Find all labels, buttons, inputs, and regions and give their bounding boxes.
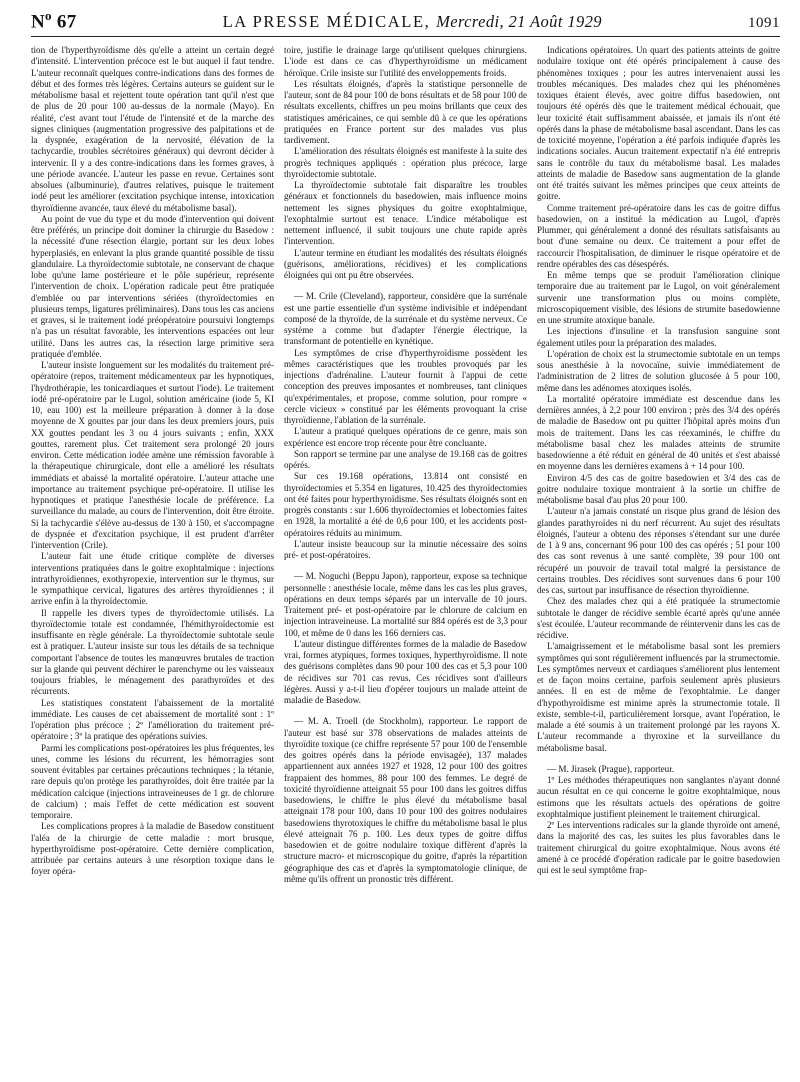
paragraph: L'opération de choix est la strumectomie subtotale en un temps sous anesthésie à la novocaïne, suivie immédiatement de l'administration de 2 litres de solution glucosée à 5 pour 100, même dans les adénomes atoxiques isolés. bbox=[537, 348, 780, 393]
report-paragraph-troell: — M. A. Troell (de Stockholm), rapporteur. Le rapport de l'auteur est basé sur 378 observations de malades atteints de thyroïdite toxique (ce chiffre représente 57 pour 100 de l'ensemble des goitres opérés dans la période envisagée), 137 malades appartiennent aux années 1927 et 1928, 12 pour 100 des goitres frappaient des hommes, 88 pour 100 des femmes. Le degré de toxicité thyroïdienne atteignait 55 pour 100 dans les goitres diffus basedowiens, le chiffre le plus élevé du métabolisme basal atteignait 178 pour 100, dans 10 pour 100 des goitres nodulaires basedowiens thyrotoxiques le chiffre du métabolisme basal le plus élevé atteignait 76 p. 100. Les deux types de goitre diffus basedowien et de goitre nodulaire toxique diffèrent d'après la structure macro- et microscopique du goitre, d'après la répartition géographique des cas et d'après la symptomatologie clinique, de même qu'ils offrent un pronostic très différent. bbox=[284, 716, 527, 884]
paragraph: L'auteur termine en étudiant les modalités des résultats éloignés (guérisons, améliorations, récidives) et les complications éloignées qui ont pu être observées. bbox=[284, 247, 527, 280]
issue-number: $N^o$ 67 bbox=[31, 8, 77, 33]
paragraph: tion de l'hyperthyroïdisme dès qu'elle a atteint un certain degré d'intensité. L'intervention précoce est le but auquel il faut tendre. L'auteur reconnaît quelques contre-indications dans des formes de début et des formes très légères. Certains auteurs se guident sur le métabolisme basal et rejettent toute opération tant qu'il n'est que de plus de 20 pour 100 au-dessus de la normale (Mayo). En réalité, c'est avant tout l'étude de l'intensité et de la marche des signes cliniques (augmentation progressive des palpitations et de la dyspnée, exagération de la nervosité, élévation de la tachycardie, troubles sécrétoires généraux) qui devront décider à intervenir. Il y a des contre-indications dans les formes graves, à une période avancée. L'auteur les passe en revue. Certaines sont absolues (albuminurie), d'autres relatives, puisque le traitement iodé peut les améliorer (excitation psychique intense, intoxication thyroïdienne avancée, taux élevé du métabolisme basal). bbox=[31, 45, 274, 213]
paragraph: Les injections d'insuline et la transfusion sanguine sont également utiles pour la préparation des malades. bbox=[537, 326, 780, 348]
paragraph: Comme traitement pré-opératoire dans les cas de goitre diffus basedowien, on a institué la médication au Lugol, d'après Plummer, qui généralement a donné des résultats satisfaisants au bout d'une semaine ou deux. Ce traitement a pour effet de raccourcir l'hospitalisation, de diminuer le risque opératoire et de rendre opérables des cas désespérés. bbox=[537, 202, 780, 269]
paragraph: Les complications propres à la maladie de Basedow constituent l'aléa de la chirurgie de cette maladie : mort brusque, hyperthyroïdisme post-opératoire. Cette dernière complication, attribuée par certains auteurs à une résorption toxique dans le foyer opéra- bbox=[31, 821, 274, 877]
paragraph: L'auteur distingue différentes formes de la maladie de Basedow vrai, formes atypiques, formes toxiques, hyperthyroïdisme. Il note des guérisons complètes dans 90 pour 100 des cas et 5,3 pour 100 de récidives sur 701 cas revus. Ces récidives sont d'ailleurs légères. Aussi y a-t-il lieu d'opérer toujours un malade atteint de maladie de Basedow. bbox=[284, 638, 527, 705]
paragraph: Son rapport se termine par une analyse de 19.168 cas de goitres opérés. bbox=[284, 448, 527, 470]
paragraph: 2º Les interventions radicales sur la glande thyroïde ont amené, dans la majorité des cas, les suites les plus favorables dans le traitement chirurgical du goitre exophtalmique. Nous avons été amené à ce procédé d'opération radicale par le goitre basedowien qui est le seul symptôme frap- bbox=[537, 820, 780, 875]
paragraph: L'auteur a pratiqué quelques opérations de ce genre, mais son expérience est encore trop récente pour être concluante. bbox=[284, 426, 527, 448]
paragraph: Sur ces 19.168 opérations, 13.814 ont consisté en thyroïdectomies et 5.354 en ligatures, 10.425 des thyroïdectomies ont été faites pour hyperthyroïdisme. Ses résultats éloignés sont en progrès constants : sur 1.606 thyroïdectomies et lobectomies faites en 1928, la mortalité a été de 0,6 pour 100, et les accidents post-opératoires réduits au minimum. bbox=[284, 471, 527, 538]
paragraph: 1º Les méthodes thérapeutiques non sanglantes n'ayant donné aucun résultat en ce qui concerne le goitre exophtalmique, nous estimons que les résultats actuels des opérations de goitre exophtalmique justifient pleinement le traitement chirurgical. bbox=[537, 775, 780, 819]
paragraph: Environ 4/5 des cas de goitre basedowien et 3/4 des cas de goitre nodulaire toxique montraient à la sortie un chiffre de métabolisme basal d'au plus 20 pour 100. bbox=[537, 472, 780, 505]
paragraph: L'amaigrissement et le métabolisme basal sont les premiers symptômes qui sont régulièrement influencés par la strumectomie. Les symptômes nerveux et cardiaques s'améliorent plus lentement et de façon moins certaine, parfois seulement après plusieurs années. Il en est de même de l'exophtalmie. Le danger d'hypothyroïdisme est minime après la strumectomie totale. Il existe, semble-t-il, particulièrement lorsque, avant l'opération, le malade a été soumis à un traitement prolongé par les rayons X. L'auteur recommande a thyroxine et la surveillance du métabolisme basal. bbox=[537, 641, 780, 753]
middle-column bbox=[284, 45, 527, 1078]
page-number: 1091 bbox=[747, 15, 780, 32]
paragraph: L'amélioration des résultats éloignés est manifeste à la suite des progrès techniques appliqués : opération plus précoce, large thyroïdectomie subtotale. bbox=[284, 146, 527, 179]
text-columns bbox=[31, 45, 780, 1078]
paragraph: La mortalité opératoire immédiate est descendue dans les dernières années, à 2,2 pour 100 environ ; près des 3/4 des opérés de maladie de Basedow ont pu quitter l'hôpital après moins d'un mois de traitement. Dans les cas réexaminés, le chiffre du métabolisme basal chez les malades atteints de strumite basedowienne a été réduit en général de 40 unités et s'est abaissé en moyenne dans les dernières examens à + 14 pour 100. bbox=[537, 393, 780, 472]
paragraph: Les statistiques constatent l'abaissement de la mortalité immédiate. Les causes de cet abaissement de mortalité sont : 1º l'opération plus précoce ; 2º l'amélioration du traitement pré-opératoire ; 3º la pratique des opérations suivies. bbox=[31, 697, 274, 742]
report-paragraph-jirasek: — M. Jirasek (Prague), rapporteur. bbox=[547, 763, 675, 774]
paragraph: La thyroïdectomie subtotale fait disparaître les troubles généraux et fonctionnels du basedowien, mais influence moins nettement les signes physiques du goitre exophtalmique, l'exophtalmie surtout est tenace. L'indice métabolique est nettement influencé, il subit toujours une chute rapide après l'intervention. bbox=[284, 180, 527, 247]
paragraph: L'auteur n'a jamais constaté un risque plus grand de lésion des glandes parathyroïdes ni du nerf récurrent. Au sujet des résultats éloignés, l'auteur a obtenu des réponses s'étendant sur une durée de 1 à 9 ans, concernant 96 pour 100 des cas opérés ; 51 pour 100 des cas sont revenus à une santé complète, 39 pour 100 ont récupéré un pouvoir de travail total malgré la persistance de certains troubles. Des récidives sont survenues dans 6 pour 100 des cas, surtout par insuffisance de résection thyroïdienne. bbox=[537, 506, 780, 595]
journal-date: Mercredi, 21 Août 1929 bbox=[436, 12, 602, 32]
journal-title bbox=[223, 12, 602, 32]
paragraph: Il rappelle les divers types de thyroïdectomie utilisés. La thyroïdectomie totale est condamnée, l'hémithyroïdectomie est insuffisante en règle générale. La thyroïdectomie subtotale seule est à pratiquer. L'auteur insiste sur tous les détails de sa technique comportant l'absence de toutes les manœuvres brutales de traction sur la glande qui peuvent déchirer le parenchyme ou les vaisseaux toujours friables, le ménagement des parathyroïdes et des récurrents. bbox=[31, 607, 274, 697]
paragraph: Au point de vue du type et du mode d'intervention qui doivent être préférés, un principe doit dominer la chirurgie du Basedow : la nécessité d'une résection élargie, portant sur les deux lobes hyperplasiés, en enlevant la plus grande quantité possible de tissu glandulaire. La thyroïdectomie subtotale, ne conservant de chaque lobe qu'une lame postérieure et le pôle supérieur, représente l'intervention de choix. L'opération radicale peut être pratiquée d'emblée ou par interventions sériées (thyroïdectomies en plusieurs temps, ligatures préliminaires). Dans tous les cas anciens et graves, si le traitement iodé préopératoire poursuivi longtemps n'a pas un résultat favorable, les interventions espacées ont leur utilité. Dans les autres cas, la résection large primitive sera pratiquée d'emblée. bbox=[31, 213, 274, 359]
paragraph: L'auteur insiste longuement sur les modalités du traitement pré-opératoire (repos, traitement médicamenteux par les hypnotiques, l'hydrothérapie, les tonicardiaques et surtout l'iode). Le traitement iodé pré-opératoire par le Lugol, solution américaine (iode 5, KI 10, eau 100) est la meilleure préparation à donner à la dose moyenne de X gouttes par jour dans les deux premiers jours, puis XX gouttes pendant les 3 ou 4 jours suivants ; enfin, XXX gouttes, rarement plus. Cet traitement sera prolongé 20 jours environ. Cette médication iodée amène une rémission favorable à la thérapeutique chirurgicale, dont elle a amélioré les résultats immédiats et abaissé la mortalité opératoire. L'auteur attache une importance au traitement psychique pré-opératoire. Il utilise les hypnotiques et pratique l'anesthésie locale de préférence. La surveillance du malade, au cours de l'intervention, doit être étroite. Si la tachycardie s'élève au-dessus de 130 à 150, et s'accompagne de dyspnée et d'excitation psychique, il est prudent d'arrêter l'intervention (Crile). bbox=[31, 360, 274, 550]
report-paragraph-noguchi: — M. Noguchi (Beppu Japon), rapporteur, expose sa technique personnelle : anesthésie locale, même dans les cas les plus graves, opérations en deux temps séparés par un intervalle de 10 jours. Traitement pré- et post-opératoire par le chlorure de calcium en injection intraveineuse. La mortalité sur 884 opérés est de 3,3 pour 100, et même de 0 dans les 166 derniers cas. bbox=[284, 571, 527, 638]
paragraph: Indications opératoires. Un quart des patients atteints de goitre nodulaire toxique ont été opérés principalement à cause des phénomènes toxiques ; pour les autres intervenaient aussi les troubles mécaniques. Des malades chez qui les phénomènes toxiques étaient élevés, avec goitre diffus basedowien, ont toujours été opérés dès que le traitement médical échouait, que leur toxicité était suffisamment abaissée, et jamais ils n'ont été opérés dans la phase de métabolisme basal ascendant. Dans les cas de toxicité moyenne, l'opération a été parfois indiquée d'après les indications sociales. Aucun traitement expectatif n'a été entrepris sans le contrôle du taux du métabolisme basal. Les malades atteints de maladie de Basedow sans augmentation de la glande ont été traités suivant les mêmes principes que ceux atteints de goitre. bbox=[537, 45, 780, 202]
paragraph: L'auteur fait une étude critique complète de diverses interventions pratiquées dans le goitre exophtalmique : injections intrathyroïdiennes, exothyropexie, intervention sur le thymus, sur le sympathique cervical, ligatures des artères thyroïdiennes ; il arrive enfin à la thyroïdectomie. bbox=[31, 551, 274, 607]
paragraph: Les résultats éloignés, d'après la statistique personnelle de l'auteur, sont de 84 pour 100 de bons résultats et de 58 pour 100 de résultats excellents, chiffres un peu moins brillants que ceux des statistiques américaines, ce qui semble dû à ce que les opérations pratiquées en France portent sur des malades vus plus tardivement. bbox=[284, 78, 527, 145]
issue-number-value: 67 bbox=[56, 11, 77, 33]
paragraph: En même temps que se produit l'amélioration clinique temporaire due au traitement par le Lugol, on voit généralement survenir une transformation plus ou moins complète, microscopiquement visible, des lésions de strumite basedowienne en une strumite atoxique banale. bbox=[537, 270, 780, 325]
paragraph: L'auteur insiste beaucoup sur la minutie nécessaire des soins pré- et post-opératoires. bbox=[284, 538, 527, 560]
left-column bbox=[31, 45, 274, 1078]
journal-name: LA PRESSE MÉDICALE, bbox=[222, 12, 431, 32]
right-column bbox=[537, 45, 780, 1078]
issue-number-superscript: o bbox=[45, 8, 52, 23]
paragraph: Parmi les complications post-opératoires les plus fréquentes, les unes, comme les lésions du récurrent, les hémorragies sont souvent évitables par certaines précautions techniques ; la tétanie, rare depuis qu'on protège les parathyroïdes, doit être traitée par la médication calcique (injections intraveineuses de 1 gr. de chlorure de calcium) ; mais l'effet de cette médication est souvent temporaire. bbox=[31, 742, 274, 820]
paragraph: Chez des malades chez qui a été pratiquée la strumectomie subtotale le danger de récidive semble écarté après qu'une année s'est écoulée. L'auteur recommande de réintervenir dans les cas de récidive. bbox=[537, 596, 780, 640]
paragraph: Les symptômes de crise d'hyperthyroïdisme possèdent les mêmes caractéristiques que les troubles provoqués par les injections d'adrénaline. L'auteur fournit à l'appui de cette conception des preuves imposantes et nombreuses, tant cliniques qu'expérimentales, et propose, comme solution, pour rompre « cercle vicieux » constitué par les éléments provoquant la crise thyroïdienne, l'ablation de la surrénale. bbox=[284, 347, 527, 425]
running-head bbox=[31, 8, 780, 34]
paragraph: toire, justifie le drainage large qu'utilisent quelques chirurgiens. L'iode est dans ce cas d'hyperthyroïdisme un médicament héroïque. Crile insiste sur l'utilité des enveloppements froids. bbox=[284, 45, 527, 78]
header-rule bbox=[31, 36, 780, 37]
report-paragraph-crile: — M. Crile (Cleveland), rapporteur, considère que la surrénale est une partie essentielle d'un système indivisible et indépendant composé de la thyroïde, de la surrénale et du système nerveux. Ce système a comme but d'adapter l'énergie électrique, la transformant de potentielle en kynétique. bbox=[284, 291, 527, 347]
